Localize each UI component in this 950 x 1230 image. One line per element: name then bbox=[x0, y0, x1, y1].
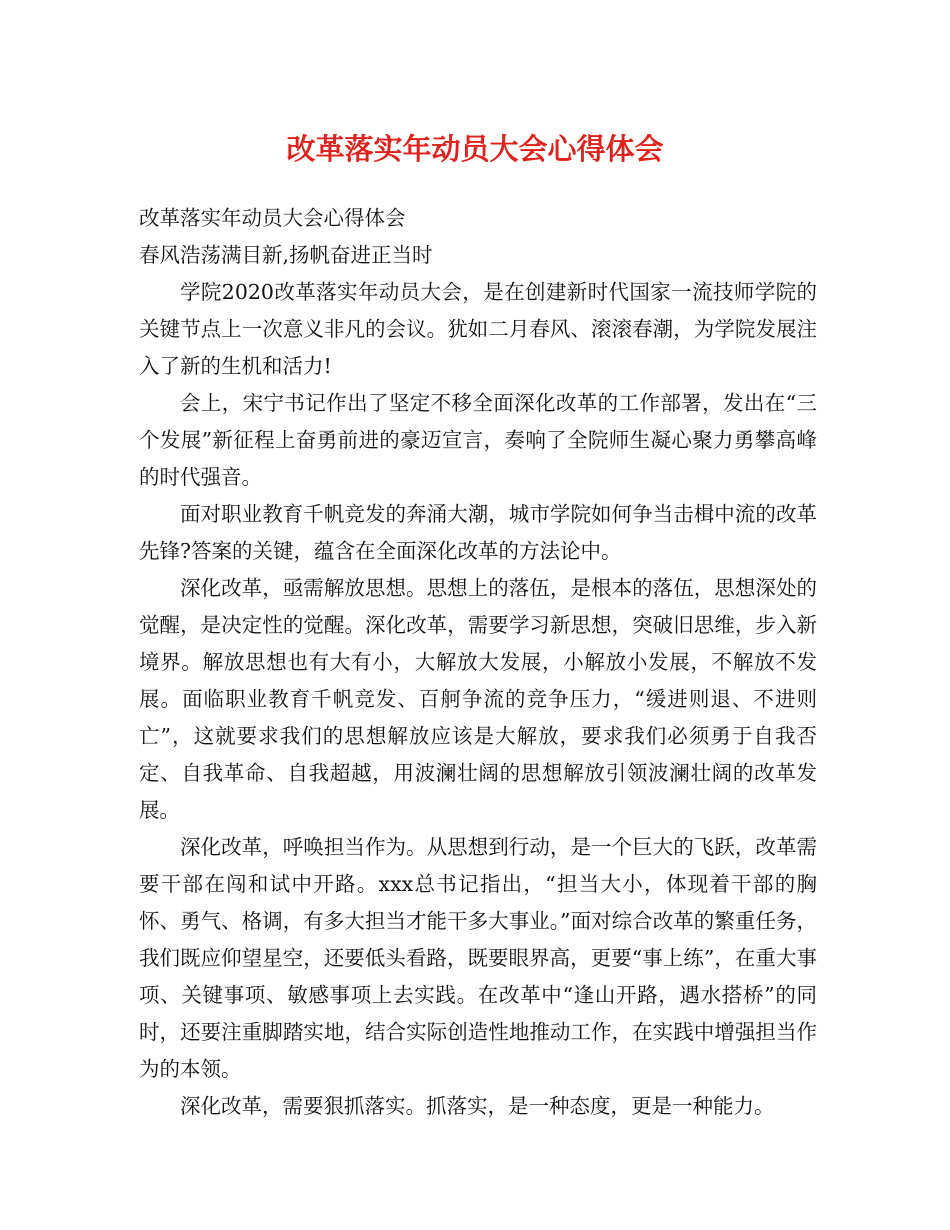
paragraph: 深化改革，需要狠抓落实。抓落实，是一种态度，更是一种能力。 bbox=[180, 1094, 775, 1118]
paragraph: 深化改革，呼唤担当作为。从思想到行动，是一个巨大的飞跃，改革需要干部在闯和试中开路。xxx总书记指出，“担当大小，体现着干部的胸怀、勇气、格调，有多大担当才能干多大事业。”面对综合改革的繁重任务，我们既应仰望星空，还要低头看路，既要眼界高，更要“事上练”，在重大事项、关键事项、敏感事项上去实践。在改革中“逢山开路，遇水搭桥”的同时，还要注重脚踏实地，结合实际创造性地推动工作，在实践中增强担当作为的本领。 bbox=[139, 835, 817, 1081]
document-body bbox=[139, 200, 817, 1125]
paragraph: 学院2020改革落实年动员大会，是在创建新时代国家一流技师学院的关键节点上一次意义非凡的会议。犹如二月春风、滚滚春潮，为学院发展注入了新的生机和活力! bbox=[139, 280, 817, 378]
subtitle-line: 改革落实年动员大会心得体会 bbox=[139, 206, 406, 230]
paragraph: 面对职业教育千帆竞发的奔涌大潮，城市学院如何争当击楫中流的改革先锋?答案的关键，蕴含在全面深化改革的方法论中。 bbox=[139, 502, 817, 563]
subtitle-line: 春风浩荡满目新,扬帆奋进正当时 bbox=[139, 243, 433, 267]
paragraph: 会上，宋宁书记作出了坚定不移全面深化改革的工作部署，发出在“三个发展”新征程上奋勇前进的豪迈宣言，奏响了全院师生凝心聚力勇攀高峰的时代强音。 bbox=[139, 391, 817, 489]
paragraph: 深化改革，亟需解放思想。思想上的落伍，是根本的落伍，思想深处的觉醒，是决定性的觉醒。深化改革，需要学习新思想，突破旧思维，步入新境界。解放思想也有大有小，大解放大发展，小解放小发展，不解放不发展。面临职业教育千帆竞发、百舸争流的竞争压力，“缓进则退、不进则亡”，这就要求我们的思想解放应该是大解放，要求我们必须勇于自我否定、自我革命、自我超越，用波澜壮阔的思想解放引领波澜壮阔的改革发展。 bbox=[139, 576, 817, 822]
document-title: 改革落实年动员大会心得体会 bbox=[286, 132, 664, 166]
